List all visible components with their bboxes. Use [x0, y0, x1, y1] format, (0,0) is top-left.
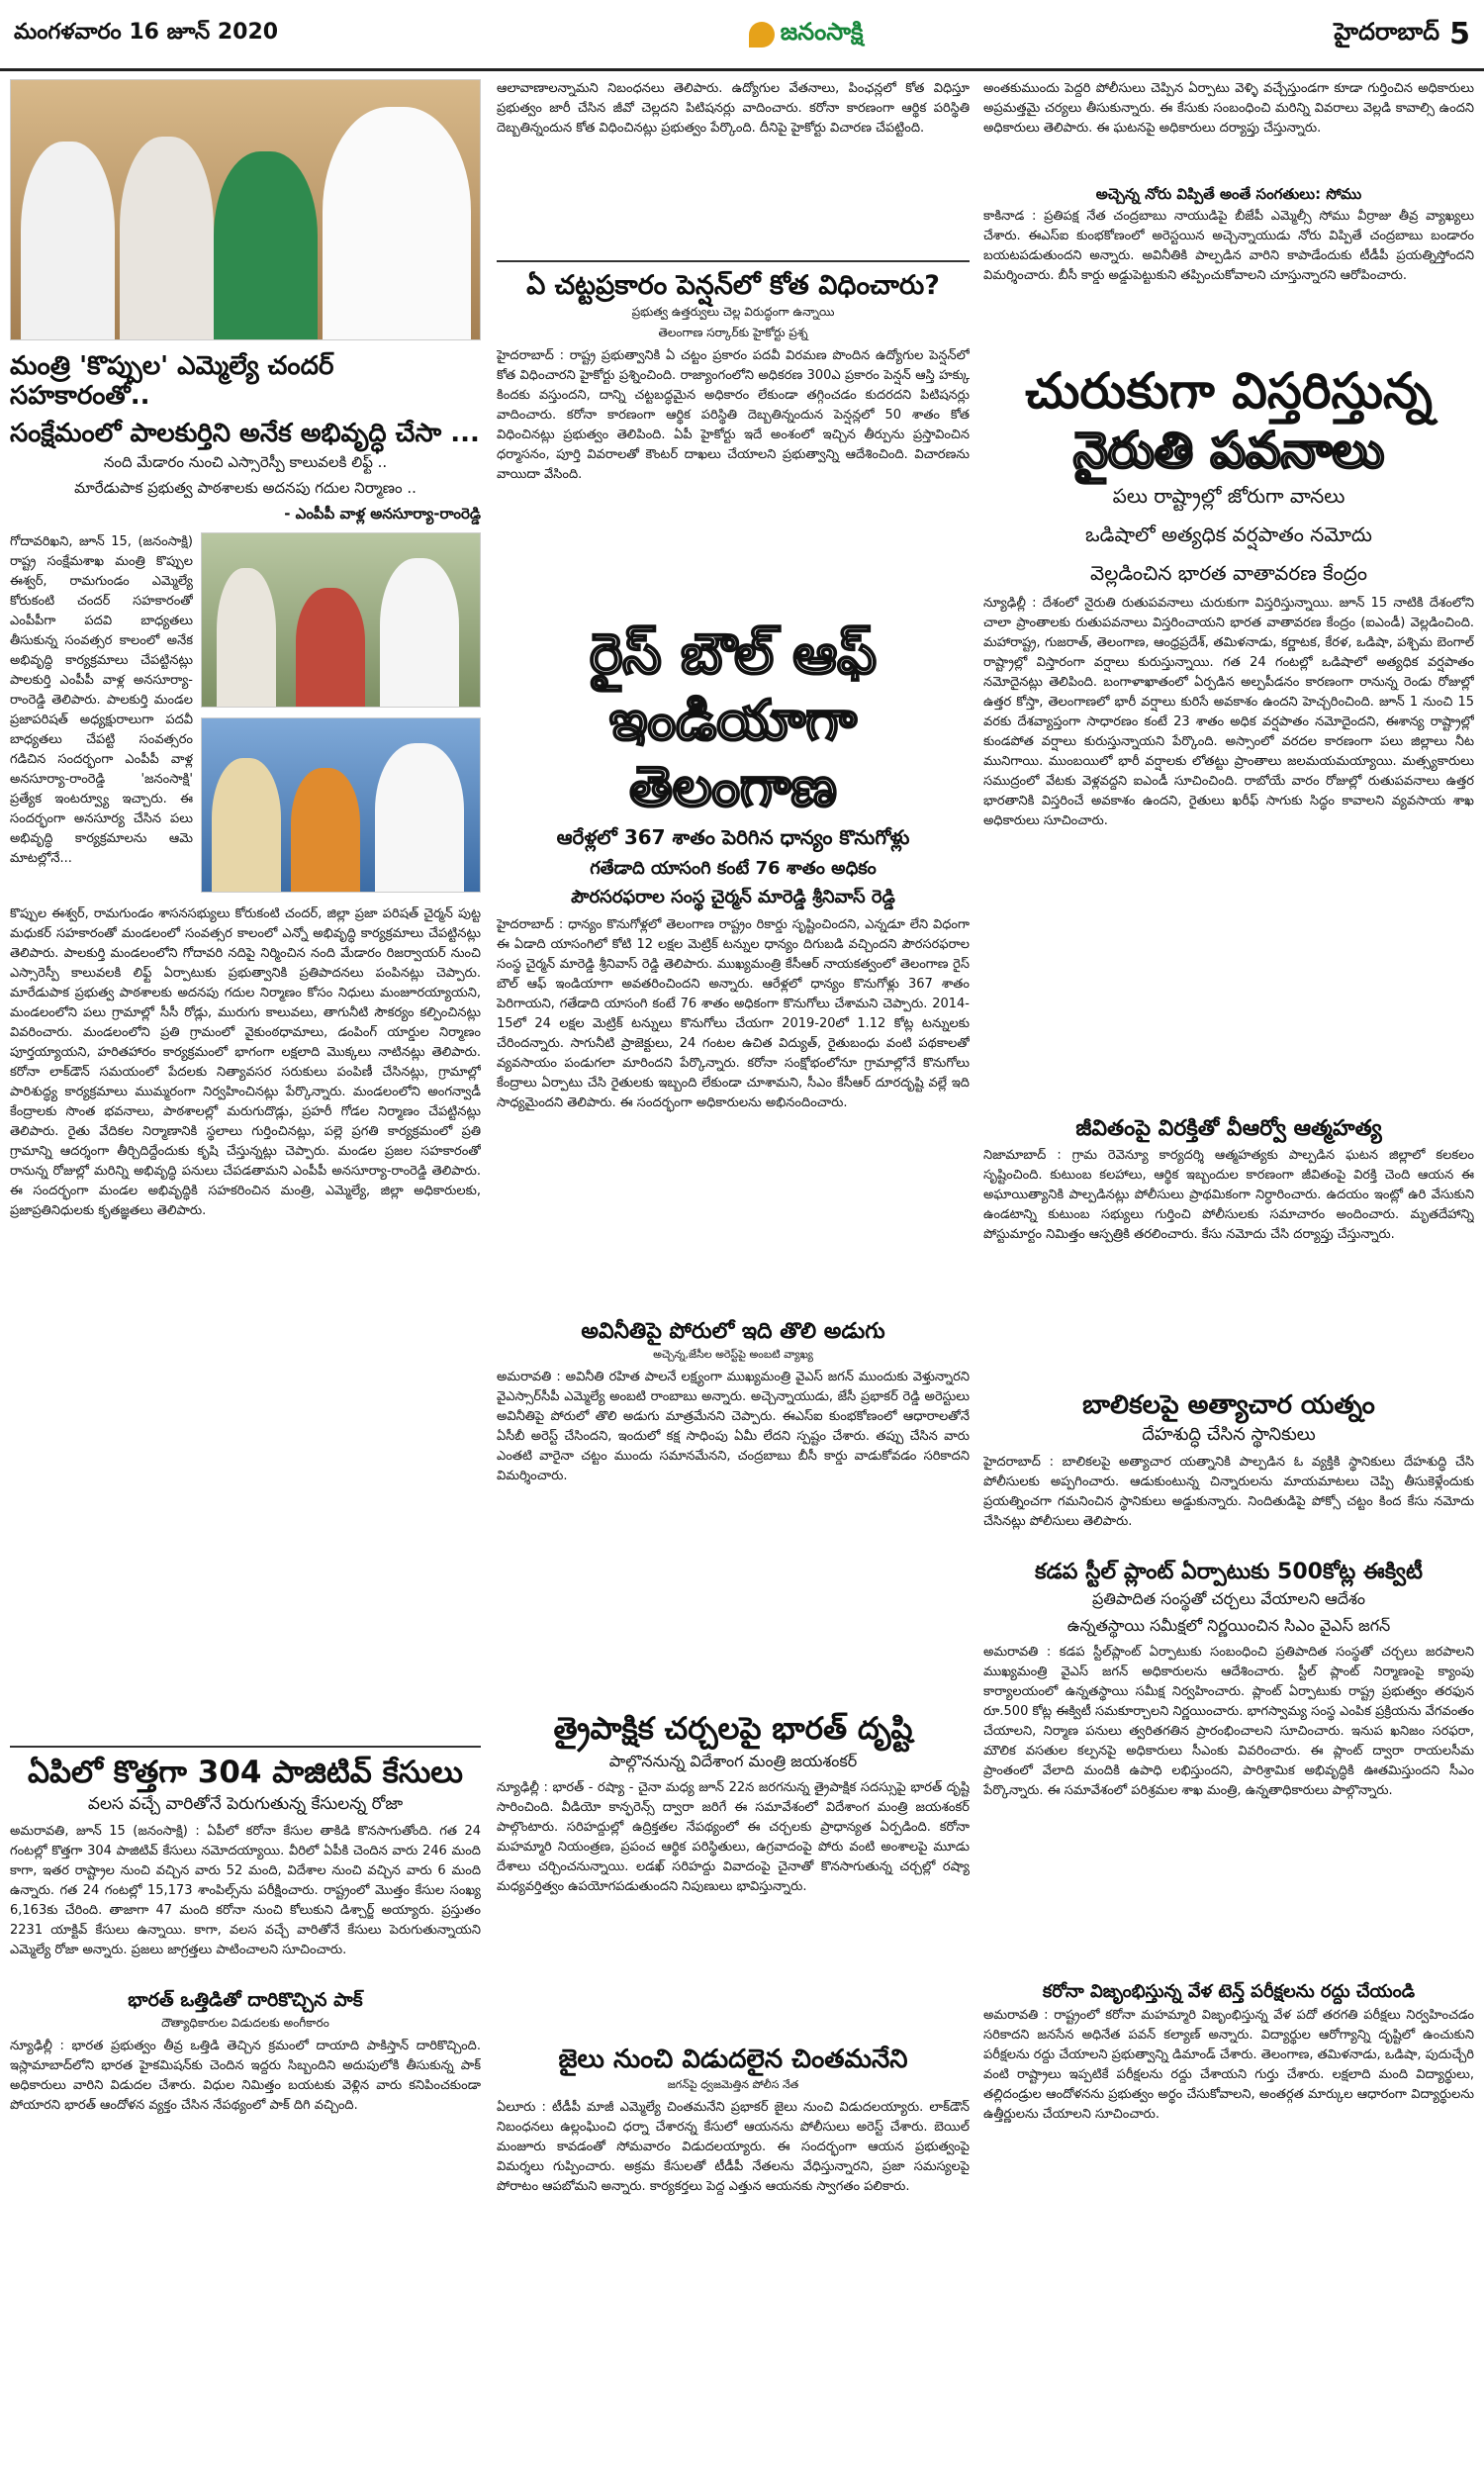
divider: [10, 1746, 481, 1748]
story1-body-bottom: కొప్పుల ఈశ్వర్, రామగుండం శాసనసభ్యులు కోరుకంటి చందర్, జిల్లా ప్రజా పరిషత్ చైర్మన్ పుట్ట మధుకర్ సహకారంతో మండలంలో సంవత్సర కాలంలో ఎన్నో అభివృద్ధి కార్యక్రమాలు చేపట్టినట్లు తెలిపారు. పాలకుర్తి మండలంలోని గోదావరి నదిపై నిర్మించిన నంది మేడారం రిజర్వాయర్ నుంచి ఎస్సారెస్పీ కాలువలకి లిఫ్ట్ ఏర్పాటుకు ప్రభుత్వానికి ప్రతిపాదనలు పంపినట్లు చెప్పారు. మారేడుపాక ప్రభుత్వ పాఠశాలకు అదనపు గదుల నిర్మాణం కోసం నిధులు మంజూరయ్యాయని, మండలంలోని పలు గ్రామాల్లో సీసీ రోడ్లు, మురుగు కాలువలు, తాగునీటి సౌకర్యం కల్పించినట్లు వివరించారు. మండలంలోని ప్రతి గ్రామంలో వైకుంఠధామాలు, డంపింగ్ యార్డుల నిర్మాణం పూర్తయ్యాయని, హరితహారం కార్యక్రమంలో భాగంగా లక్షలాది మొక్కలు నాటినట్లు తెలిపారు. కరోనా లాక్‌డౌన్ సమయంలో పేదలకు నిత్యావసర సరుకులు పంపిణీ చేసినట్లు, గ్రామాల్లో పారిశుద్ధ్య కార్యక్రమాలు ముమ్మరంగా నిర్వహించినట్లు పేర్కొన్నారు. మండలంలోని అంగన్వాడీ కేంద్రాలకు సొంత భవనాలు, పాఠశాలల్లో మరుగుదొడ్లు, ప్రహరీ గోడల నిర్మాణం చేపట్టినట్లు తెలిపారు. రైతు వేదికల నిర్మాణానికి స్థలాలు గుర్తించినట్లు, పల్లె ప్రగతి కార్యక్రమంలో ప్రతి గ్రామాన్ని ఆదర్శంగా తీర్చిదిద్దేందుకు కృషి చేస్తున్నట్లు చెప్పారు. మండల ప్రజల సహకారంతో రానున్న రోజుల్లో మరిన్ని అభివృద్ధి పనులు చేపడతామని ఎంపీపీ అనసూర్యా-రాంరెడ్డి తెలిపారు. ఈ సందర్భంగా మండల అభివృద్ధికి సహకరించిన మంత్రి, ఎమ్మెల్యే, జిల్లా అధికారులకు, ప్రజాప్రతినిధులకు కృతజ్ఞతలు తెలిపారు.: [10, 905, 481, 1218]
story13-sub1: ప్రతిపాదిత సంస్థతో చర్చలు వేయాలని ఆదేశం: [1091, 1588, 1365, 1608]
story9-body: కాకినాడ : ప్రతిపక్ష నేత చంద్రబాబు నాయుడిపై బీజేపీ ఎమ్మెల్సీ సోము వీర్రాజు తీవ్ర వ్యాఖ్యలు చేశారు. ఈఎస్ఐ కుంభకోణంలో అరెస్టయిన అచ్చెన్నాయుడు నోరు విప్పితే చంద్రబాబు బండారం బయటపడుతుందని అన్నారు. అవినీతికి పాల్పడిన వారిని కాపాడేందుకు టీడీపీ ప్రయత్నిస్తోందని విమర్శించారు. బీసీ కార్డు అడ్డుపెట్టుకుని తప్పించుకోవాలని చూస్తున్నారని ఆరోపించారు.: [983, 209, 1474, 284]
story13-sub2: ఉన్నతస్థాయి సమీక్షలో నిర్ణయించిన సిఎం వైఎస్ జగన్: [1067, 1615, 1391, 1635]
story1-photos: [201, 532, 481, 901]
story4-headline: ఏ చట్టప్రకారం పెన్షన్‌లో కోత విధించారు?: [526, 270, 940, 301]
story1-body-wrap: [10, 532, 481, 901]
story2-headline: ఏపిలో కొత్తగా 304 పాజిటివ్ కేసులు: [27, 1754, 464, 1790]
masthead: [0, 0, 1484, 71]
logo-text: జనంసాక్షి: [780, 17, 864, 46]
story4-body: హైదరాబాద్ : రాష్ట్ర ప్రభుత్వానికి ఏ చట్టం ప్రకారం పదవీ విరమణ పొందిన ఉద్యోగుల పెన్షన్‌లో కోత విధించారని హైకోర్టు ప్రశ్నించింది. రాజ్యాంగంలోని అధికరణ 300ఎ ప్రకారం పెన్షన్ ఆస్తి హక్కు కిందకు వస్తుందని, దాన్ని చట్టబద్ధమైన అధికారం లేకుండా తగ్గించడం కుదరదని పిటిషనర్లు వాదించారు. కరోనా కారణంగా ఆర్థిక పరిస్థితి దెబ్బతిన్నందున పెన్షన్లలో 50 శాతం కోత విధించినట్లు ప్రభుత్వం తెలిపింది. ఏపీ హైకోర్టు ఇదే అంశంలో ఇచ్చిన తీర్పును ప్రస్తావించిన ధర్మాసనం, పూర్తి వివరాలతో కౌంటర్ దాఖలు చేయాలని ప్రభుత్వాన్ని ఆదేశించింది. విచారణను వాయిదా వేసింది.: [497, 348, 970, 483]
page-number: 5: [1449, 17, 1470, 51]
story1-headline2: సంక్షేమంలో పాలకుర్తిని అనేక అభివృద్ధి చేసా ...: [10, 418, 480, 448]
story1-sub1: నంది మేడారం నుంచి ఎస్సారెస్పీ కాలువలకి లిఫ్ట్ ..: [103, 452, 388, 471]
story5-headline2: ఇండియాగా తెలంగాణ: [609, 689, 857, 820]
story10-sub1: పలు రాష్ట్రాల్లో జోరుగా వానలు: [1112, 484, 1345, 509]
story1-sub2: మారేడుపాక ప్రభుత్వ పాఠశాలకు అదనపు గదుల నిర్మాణం ..: [74, 478, 417, 497]
column-right: [983, 79, 1474, 2214]
story5-sub2: గతేడాది యాసంగి కంటే 76 శాతం అధికం: [590, 857, 877, 879]
story10-sub2: ఒడిషాలో అత్యధిక వర్షపాతం నమోదు: [1085, 523, 1372, 547]
story1-headline1: మంత్రి 'కొప్పుల' ఎమ్మెల్యే చందర్ సహకారంతో..: [10, 351, 334, 411]
story3-sub: దౌత్యాధికారుల విడుదలకు అంగీకారం: [161, 2016, 329, 2031]
story7-headline: త్రైపాక్షిక చర్చలపై భారత్ దృష్టి: [553, 1710, 913, 1747]
lead-photo: [10, 79, 481, 340]
story12-sub: దేహశుద్ధి చేసిన స్థానికులు: [1142, 1424, 1316, 1446]
story4-sub2: తెలంగాణ సర్కార్‌కు హైకోర్టు ప్రశ్న: [658, 326, 808, 340]
story1-photo-a: [201, 532, 481, 708]
story13-headline: కడప స్టీల్ ప్లాంట్ ఏర్పాటుకు 500కోట్ల ఈక్విటీ: [1035, 1560, 1423, 1585]
story13-body: అమరావతి : కడప స్టీల్‌ప్లాంట్ ఏర్పాటుకు సంబంధించి ప్రతిపాదిత సంస్థతో చర్చలు జరపాలని ముఖ్యమంత్రి వైఎస్ జగన్ అధికారులను ఆదేశించారు. స్టీల్ ప్లాంట్ నిర్మాణంపై క్యాంపు కార్యాలయంలో ఉన్నతస్థాయి సమీక్ష నిర్వహించారు. ప్లాంట్ ఏర్పాటుకు రాష్ట్ర ప్రభుత్వం తరఫున రూ.500 కోట్ల ఈక్విటీ సమకూర్చాలని నిర్ణయించారు. భాగస్వామ్య సంస్థ ఎంపిక ప్రక్రియను వేగవంతం చేయాలని, నిర్మాణ పనులు త్వరితగతిన ప్రారంభించాలని సూచించారు. ఇనుప ఖనిజం సరఫరా, మౌలిక వసతుల కల్పనపై అధికారులు సీఎంకు వివరించారు. ఈ ప్లాంట్ ద్వారా రాయలసీమ ప్రాంతంలో వేలాది మందికి ఉపాధి లభిస్తుందని, పారిశ్రామిక అభివృద్ధికి ఊతమిస్తుందని సీఎం పేర్కొన్నారు. ఈ సమావేశంలో పరిశ్రమల శాఖ మంత్రి, ఉన్నతాధికారులు పాల్గొన్నారు.: [983, 1644, 1474, 1798]
story3-headline: భారత్ ఒత్తిడితో దారికొచ్చిన పాక్: [128, 1989, 363, 2012]
story5-headline1: రైస్ బౌల్ ఆఫ్: [590, 622, 877, 688]
column-left: [10, 79, 481, 2155]
story1-byline: - ఎంపీపీ వాళ్ల అనసూర్యా-రాంరెడ్డి: [284, 504, 481, 523]
story10-sub3: వెల్లడించిన భారత వాతావరణ కేంద్రం: [1090, 561, 1367, 586]
story12-body: హైదరాబాద్ : బాలికలపై అత్యాచార యత్నానికి పాల్పడిన ఓ వ్యక్తికి స్థానికులు దేహశుద్ధి చేసి పోలీసులకు అప్పగించారు. ఆడుకుంటున్న చిన్నారులను మాయమాటలు చెప్పి తీసుకెళ్లేందుకు ప్రయత్నించగా గమనించిన స్థానికులు అడ్డుకున్నారు. నిందితుడిపై పోక్సో చట్టం కింద కేసు నమోదు చేసినట్లు పోలీసులు తెలిపారు.: [983, 1455, 1474, 1530]
story8-body: ఏలూరు : టీడీపీ మాజీ ఎమ్మెల్యే చింతమనేని ప్రభాకర్ జైలు నుంచి విడుదలయ్యారు. లాక్‌డౌన్ నిబంధనలు ఉల్లంఘించి ధర్నా చేశారన్న కేసులో ఆయనను పోలీసులు అరెస్ట్ చేశారు. బెయిల్ మంజూరు కావడంతో సోమవారం విడుదలయ్యారు. ఈ సందర్భంగా ఆయన ప్రభుత్వంపై విమర్శలు గుప్పించారు. అక్రమ కేసులతో టీడీపీ నేతలను వేధిస్తున్నారని, ప్రజా సమస్యలపై పోరాటం ఆపబోమని అన్నారు. కార్యకర్తలు పెద్ద ఎత్తున ఆయనకు స్వాగతం పలికారు.: [497, 2100, 970, 2195]
story4-body-top: ఆలావాణాలన్నామని నిబంధనలు తెలిపారు. ఉద్యోగుల వేతనాలు, పింఛన్లలో కోత విధిస్తూ ప్రభుత్వం జారీ చేసిన జీవో చెల్లదని పిటిషనర్లు వాదించారు. కరోనా కారణంగా ఆర్థిక పరిస్థితి దెబ్బతిన్నందున కోత విధించినట్లు ప్రభుత్వం పేర్కొంది. దీనిపై హైకోర్టు విచారణ చేపట్టింది.: [497, 81, 970, 136]
story6-body: అమరావతి : అవినీతి రహిత పాలనే లక్ష్యంగా ముఖ్యమంత్రి వైఎస్ జగన్ ముందుకు వెళ్తున్నారని వైఎస్సార్‌సీపీ ఎమ్మెల్యే అంబటి రాంబాబు అన్నారు. అచ్చెన్నాయుడు, జేసీ ప్రభాకర్ రెడ్డి అరెస్టులు అవినీతిపై పోరులో తొలి అడుగు మాత్రమేనని చెప్పారు. ఈఎస్ఐ కుంభకోణంలో ఆధారాలతోనే ఏసీబీ అరెస్ట్ చేసిందని, ఇందులో కక్ష సాధింపు ఏమీ లేదని స్పష్టం చేశారు. తప్పు చేసిన వారు ఎంతటి వారైనా చట్టం ముందు సమానమేనని, చంద్రబాబు బీసీ కార్డు వాడుకోవడం సరికాదని విమర్శించారు.: [497, 1369, 970, 1483]
story8-sub: జగన్‌పై ధ్వజమెత్తిన పోలీస నేత: [667, 2078, 799, 2092]
story6-sub: అచ్చెన్న,జేసీల అరెస్ట్‌పై అంబటి వ్యాఖ్య: [653, 1347, 813, 1361]
story11-body: నిజామాబాద్ : గ్రామ రెవెన్యూ కార్యదర్శి ఆత్మహత్యకు పాల్పడిన ఘటన జిల్లాలో కలకలం సృష్టించింది. కుటుంబ కలహాలు, ఆర్థిక ఇబ్బందుల కారణంగా జీవితంపై విరక్తి చెంది ఆయన ఈ అఘాయిత్యానికి పాల్పడినట్లు పోలీసులు ప్రాథమికంగా నిర్ధారించారు. ఉదయం ఇంట్లో ఉరి వేసుకుని ఉండటాన్ని కుటుంబ సభ్యులు గుర్తించి పోలీసులకు సమాచారం అందించారు. మృతదేహాన్ని పోస్టుమార్టం నిమిత్తం ఆస్పత్రికి తరలించారు. కేసు నమోదు చేసి దర్యాప్తు చేస్తున్నారు.: [983, 1147, 1474, 1242]
story11-headline: జీవితంపై విరక్తితో వీఆర్వో ఆత్మహత్య: [1075, 1116, 1382, 1142]
masthead-right: [1334, 17, 1470, 51]
story10-body: న్యూఢిల్లీ : దేశంలో నైరుతి రుతుపవనాలు చురుకుగా విస్తరిస్తున్నాయి. జూన్ 15 నాటికి దేశంలోని చాలా ప్రాంతాలకు రుతుపవనాలు విస్తరించాయని భారత వాతావరణ కేంద్రం (ఐఎండీ) వెల్లడించింది. మహారాష్ట్ర, గుజరాత్, తెలంగాణ, ఆంధ్రప్రదేశ్, తమిళనాడు, కర్ణాటక, కేరళ, ఒడిషా, పశ్చిమ బెంగాల్ రాష్ట్రాల్లో విస్తారంగా వర్షాలు కురుస్తున్నాయి. గత 24 గంటల్లో ఒడిషాలో అత్యధిక వర్షపాతం నమోదైనట్లు తెలిపింది. బంగాళాఖాతంలో ఏర్పడిన అల్పపీడనం కారణంగా రానున్న రెండు రోజుల్లో ఉత్తర కోస్తా, తెలంగాణలో భారీ వర్షాలు కురిసే అవకాశం ఉందని హెచ్చరించింది. జూన్ 1 నుంచి 15 వరకు దేశవ్యాప్తంగా సాధారణం కంటే 23 శాతం అధిక వర్షపాతం నమోదైందని, ఈశాన్య రాష్ట్రాల్లో కుండపోత వర్షాలు కురుస్తున్నాయని పేర్కొంది. అస్సాంలో వరదల కారణంగా పలు జిల్లాలు నీట మునిగాయి. ముంబయిలో భారీ వర్షాలకు లోతట్టు ప్రాంతాలు జలమయమయ్యాయి. మత్స్యకారులు సముద్రంలో వేటకు వెళ్లవద్దని ఐఎండీ సూచించింది. రాబోయే వారం రోజుల్లో రుతుపవనాలు ఉత్తర భారతానికి విస్తరించే అవకాశం ఉందని, రైతులు ఖరీఫ్ సాగుకు సిద్ధం కావాలని వ్యవసాయ శాఖ అధికారులు సూచించారు.: [983, 596, 1474, 829]
story2-sub: వలస వచ్చే వారితోనే పెరుగుతున్న కేసులన్న రోజా: [87, 1794, 404, 1815]
story6-headline: అవినీతిపై పోరులో ఇది తొలి అడుగు: [581, 1318, 885, 1344]
logo: [749, 18, 864, 51]
story14-headline: కరోనా విజృంభిస్తున్న వేళ టెన్త్ పరీక్షలను రద్దు చేయండి: [1042, 1980, 1416, 2002]
story1-photo-b: [201, 717, 481, 893]
story2-body: అమరావతి, జూన్ 15 (జనంసాక్షి) : ఏపీలో కరోనా కేసుల తాకిడి కొనసాగుతోంది. గత 24 గంటల్లో కొత్తగా 304 పాజిటివ్ కేసులు నమోదయ్యాయి. వీరిలో ఏపీకి చెందిన వారు 246 మంది కాగా, ఇతర రాష్ట్రాల నుంచి వచ్చిన వారు 52 మంది, విదేశాల నుంచి వచ్చిన వారు 6 మంది ఉన్నారు. గత 24 గంటల్లో 15,173 శాంపిల్స్‌ను పరీక్షించారు. రాష్ట్రంలో మొత్తం కేసుల సంఖ్య 6,163కు చేరింది. తాజాగా 47 మంది కరోనా నుంచి కోలుకుని డిశ్చార్జ్ అయ్యారు. ప్రస్తుతం 2231 యాక్టివ్ కేసులు ఉన్నాయి. కాగా, వలస వచ్చే వారితోనే కేసులు పెరుగుతున్నాయని ఎమ్మెల్యే రోజా అన్నారు. ప్రజలు జాగ్రత్తలు పాటించాలని సూచించారు.: [10, 1824, 481, 1958]
story3-body: న్యూఢిల్లీ : భారత ప్రభుత్వం తీవ్ర ఒత్తిడి తెచ్చిన క్రమంలో దాయాది పాకిస్తాన్ దారికొచ్చింది. ఇస్లామాబాద్‌లోని భారత హైకమిషన్‌కు చెందిన ఇద్దరు సిబ్బందిని అదుపులోకి తీసుకున్న పాక్ అధికారులు వారిని విడుదల చేశారు. విధుల నిమిత్తం బయటకు వెళ్లిన వారు కనిపించకుండా పోయారని భారత్ ఆందోళన వ్యక్తం చేసిన నేపథ్యంలో పాక్ దిగి వచ్చింది.: [10, 2039, 481, 2114]
story5-body: హైదరాబాద్ : ధాన్యం కొనుగోళ్లలో తెలంగాణ రాష్ట్రం రికార్డు సృష్టించిందని, ఎన్నడూ లేని విధంగా ఈ ఏడాది యాసంగిలో కోటి 12 లక్షల మెట్రిక్ టన్నుల ధాన్యం దిగుబడి వచ్చిందని పౌరసరఫరాల సంస్థ చైర్మన్ మారెడ్డి శ్రీనివాస్ రెడ్డి తెలిపారు. ముఖ్యమంత్రి కేసీఆర్ నాయకత్వంలో తెలంగాణ రైస్ బౌల్ ఆఫ్ ఇండియాగా అవతరించిందని అన్నారు. ఆరేళ్లలో ధాన్యం కొనుగోళ్లు 367 శాతం పెరిగాయని, గతేడాది యాసంగి కంటే 76 శాతం అధికంగా కొనుగోలు చేశామని చెప్పారు. 2014-15లో 24 లక్షల మెట్రిక్ టన్నులు కొనుగోలు చేయగా 2019-20లో 1.12 కోట్ల టన్నులకు చేరిందన్నారు. సాగునీటి ప్రాజెక్టులు, 24 గంటల ఉచిత విద్యుత్, రైతుబంధు వంటి పథకాలతో వ్యవసాయం పండుగలా మారిందని పేర్కొన్నారు. కరోనా సంక్షోభంలోనూ గ్రామాల్లోనే కొనుగోలు కేంద్రాలు ఏర్పాటు చేసి రైతులకు ఇబ్బంది లేకుండా చూశామని, సీఎం కేసీఆర్ దూరదృష్టి వల్లే ఇది సాధ్యమైందని తెలిపారు. ఈ సందర్భంగా అధికారులను అభినందించారు.: [497, 916, 970, 1110]
story4-sub1: ప్రభుత్వ ఉత్తర్వులు చెల్ల విరుద్ధంగా ఉన్నాయి: [631, 305, 835, 320]
story7-body: న్యూఢిల్లీ : భారత్ - రష్యా - చైనా మధ్య జూన్ 22న జరగనున్న త్రైపాక్షిక సదస్సుపై భారత్ దృష్టి సారించింది. వీడియో కాన్ఫరెన్స్ ద్వారా జరిగే ఈ సమావేశంలో విదేశాంగ మంత్రి జయశంకర్ పాల్గొంటారు. సరిహద్దుల్లో ఉద్రిక్తతల నేపథ్యంలో ఈ చర్చలకు ప్రాధాన్యత ఏర్పడింది. కరోనా మహమ్మారి నియంత్రణ, ప్రపంచ ఆర్థిక పరిస్థితులు, ఉగ్రవాదంపై పోరు వంటి అంశాలపై మూడు దేశాలు చర్చించనున్నాయి. లడఖ్ సరిహద్దు వివాదంపై చైనాతో కొనసాగుతున్న చర్చల్లో రష్యా మధ్యవర్తిత్వం ఉపయోగపడుతుందని నిపుణులు భావిస్తున్నారు.: [497, 1779, 970, 1894]
story5-sub3: పౌరసరఫరాల సంస్థ చైర్మన్ మారెడ్డి శ్రీనివాస్ రెడ్డి: [571, 886, 895, 907]
column-middle: [497, 79, 970, 2296]
city-label: హైదరాబాద్: [1334, 17, 1440, 46]
story10-headline1: చురుకుగా విస్తరిస్తున్న: [1025, 362, 1433, 421]
story8-headline: జైలు నుంచి విడుదలైన చింతమనేని: [558, 2044, 908, 2074]
story1-body-top: గోదావరిఖని, జూన్ 15, (జనంసాక్షి) రాష్ట్ర సంక్షేమశాఖ మంత్రి కొప్పుల ఈశ్వర్, రామగుండం ఎమ్మెల్యే కోరుకంటి చందర్ సహకారంతో ఎంపీపీగా పదవి బాధ్యతలు తీసుకున్న సంవత్సర కాలంలో అనేక అభివృద్ధి కార్యక్రమాలు చేపట్టినట్లు పాలకుర్తి ఎంపీపీ వాళ్ల అనసూర్యా-రాంరెడ్డి తెలిపారు. పాలకుర్తి మండల ప్రజాపరిషత్ అధ్యక్షురాలుగా పదవీ బాధ్యతలు చేపట్టి సంవత్సరం గడిచిన సందర్భంగా ఎంపీపీ వాళ్ల అనసూర్యా-రాంరెడ్డి 'జనంసాక్షి' ప్రత్యేక ఇంటర్వ్యూ ఇచ్చారు. ఈ సందర్భంగా అనసూర్య చేసిన పలు అభివృద్ధి కార్యక్రమాలను ఆమె మాటల్లోనే...: [10, 533, 193, 866]
story10-headline2: నైరుతి పవనాలు: [1072, 422, 1385, 480]
divider: [497, 260, 970, 262]
story5-sub1: ఆరేళ్లలో 367 శాతం పెరిగిన ధాన్యం కొనుగోళ్లు: [556, 824, 910, 849]
story9-headline: అచ్చెన్న నోరు విప్పితే అంతే సంగతులు: సోము: [1095, 185, 1362, 203]
story14-body: అమరావతి : రాష్ట్రంలో కరోనా మహమ్మారి విజృంభిస్తున్న వేళ పదో తరగతి పరీక్షలు నిర్వహించడం సరికాదని జనసేన అధినేత పవన్ కల్యాణ్ అన్నారు. విద్యార్థుల ఆరోగ్యాన్ని దృష్టిలో ఉంచుకుని పరీక్షలను రద్దు చేయాలని ప్రభుత్వాన్ని డిమాండ్ చేశారు. తెలంగాణ, తమిళనాడు, ఒడిషా, పుదుచ్చేరి వంటి రాష్ట్రాలు ఇప్పటికే పరీక్షలను రద్దు చేశాయని గుర్తు చేశారు. లక్షలాది మంది విద్యార్థులు, తల్లిదండ్రుల ఆందోళనను ప్రభుత్వం అర్థం చేసుకోవాలని, అంతర్గత మార్కుల ఆధారంగా విద్యార్థులను ఉత్తీర్ణులను చేయాలని సూచించారు.: [983, 2008, 1474, 2123]
date-line: మంగళవారం 16 జూన్ 2020: [14, 19, 279, 45]
logo-leaf-icon: [749, 22, 775, 48]
story7-sub: పాల్గొననున్న విదేశాంగ మంత్రి జయశంకర్: [608, 1751, 858, 1770]
story9-body-top: అంతకుముందు పెద్దరి పోలీసులు చెప్పిన ఏర్పాటు వెళ్ళి వచ్చేస్తుండగా కూడా గుర్తించిన అధికారులు అప్రమత్తమై చర్యలు తీసుకున్నారు. ఈ కేసుకు సంబంధించి మరిన్ని వివరాలు వెల్లడి కావాల్సి ఉందని అధికారులు తెలిపారు. ఈ ఘటనపై అధికారులు దర్యాప్తు చేస్తున్నారు.: [983, 81, 1474, 136]
story12-headline: బాలికలపై అత్యాచార యత్నం: [1082, 1389, 1375, 1420]
